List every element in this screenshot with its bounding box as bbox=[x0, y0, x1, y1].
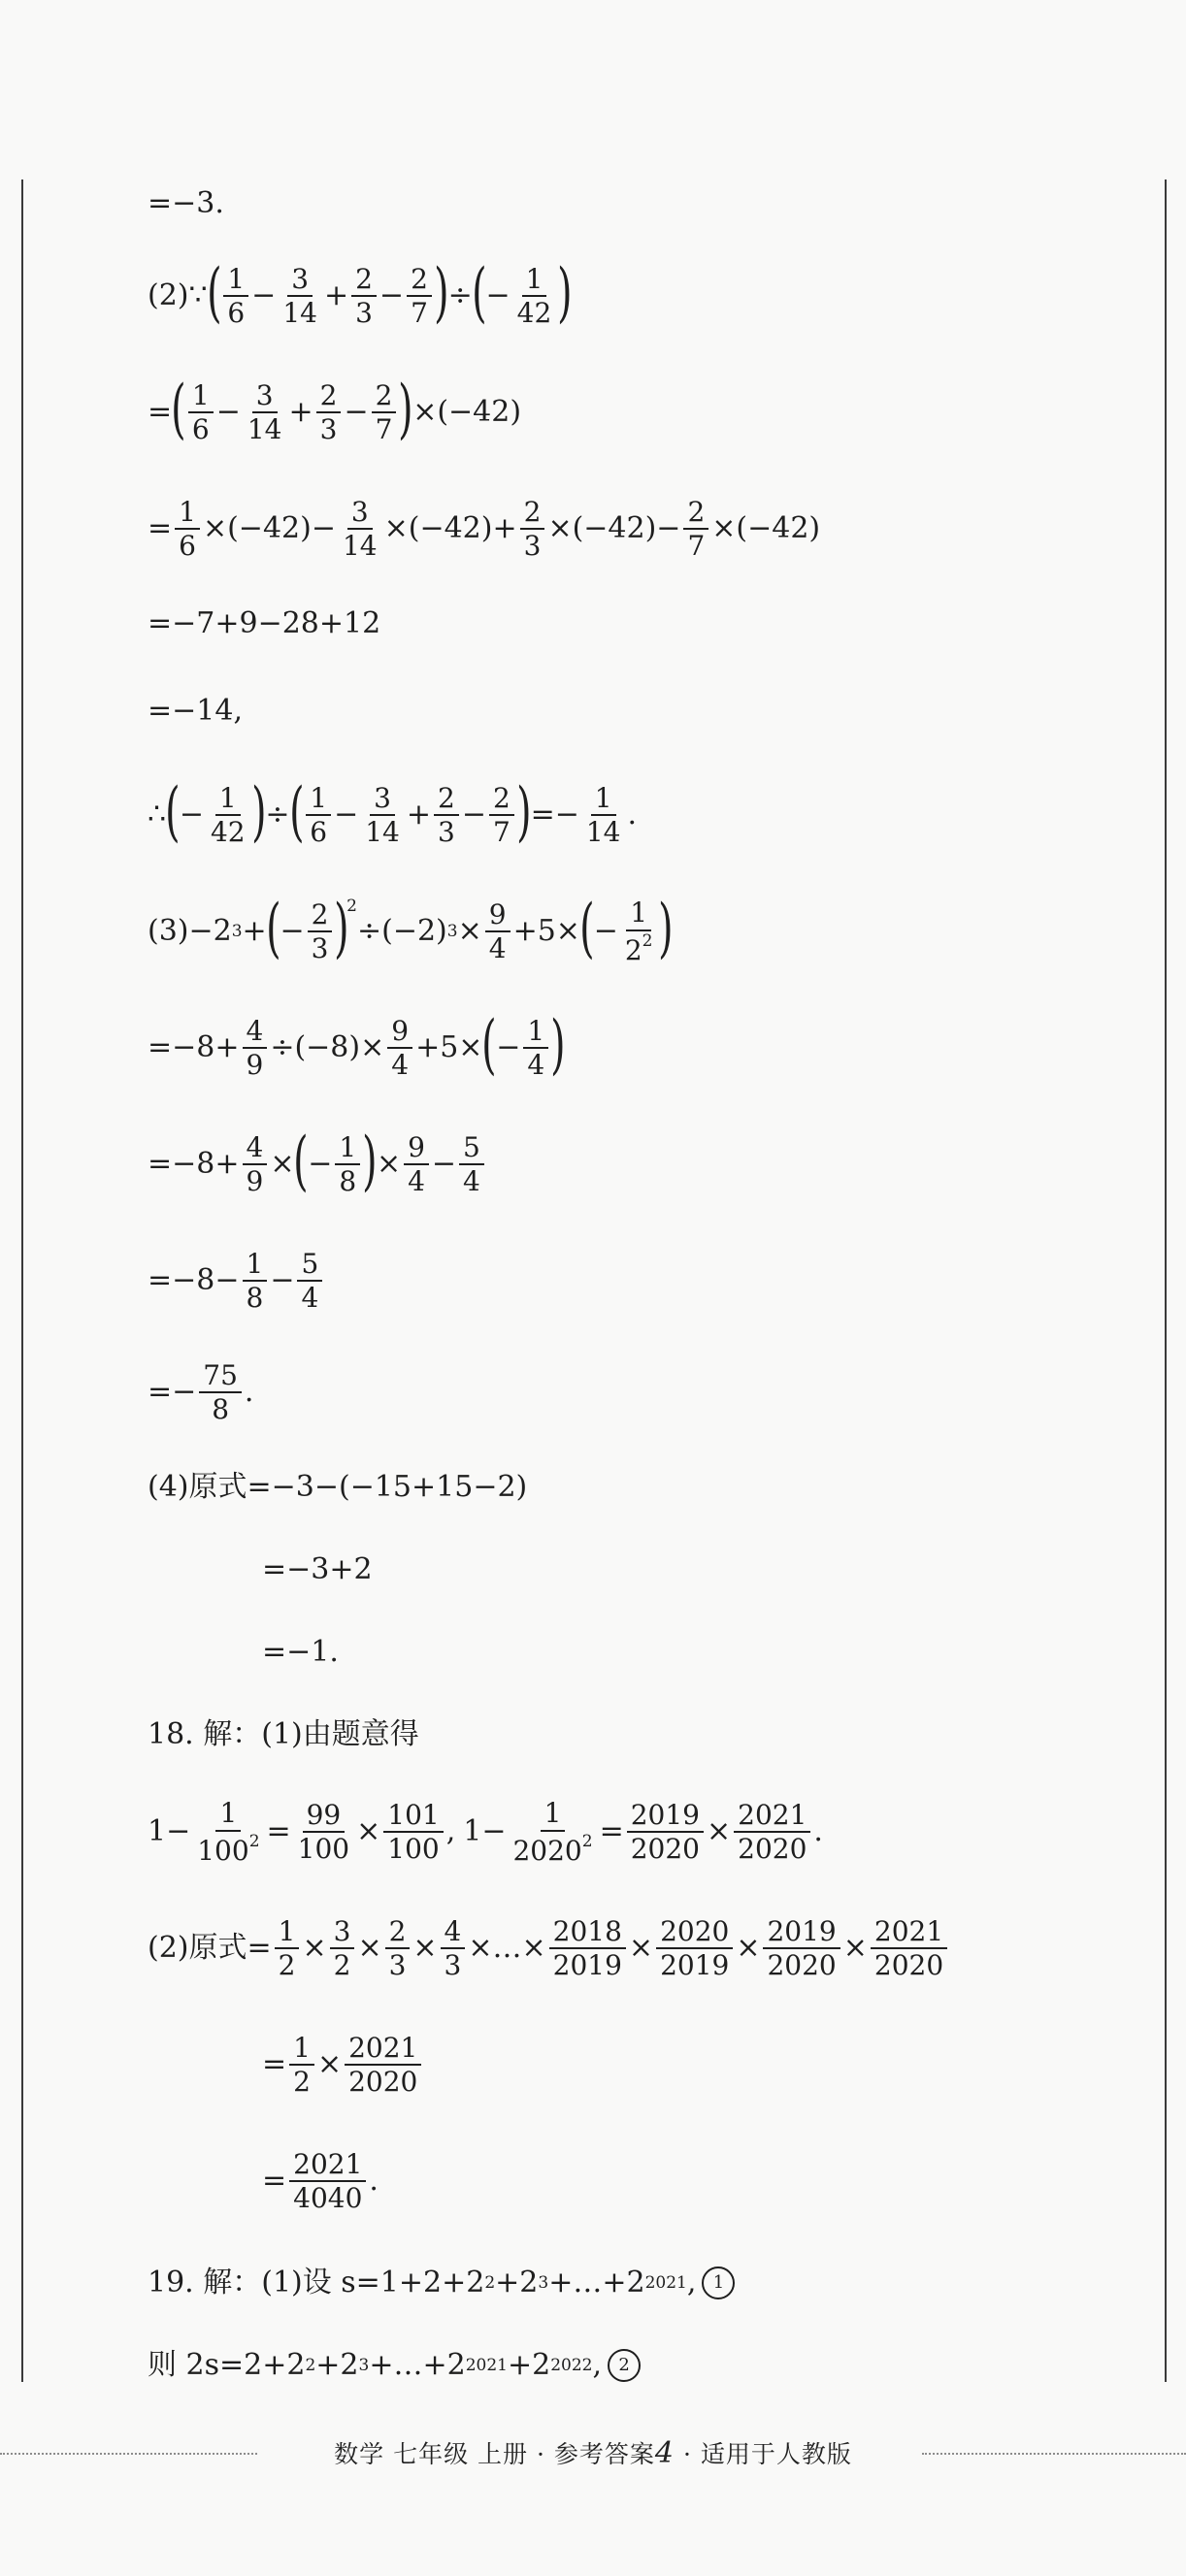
equation-line: 1− $\frac{1}{100^2}$ = $\frac{99}{100}$ × $\frac{101}{100}$ , 1− $\frac{1}{2020^2}$ = $\frac{2019}{2020}$ × $\frac{2021}{2020}$ . bbox=[148, 1797, 823, 1867]
right-margin-rule bbox=[1165, 179, 1167, 2382]
equation-line: =−8− $\frac{1}{8}$ − $\frac{5}{4}$ bbox=[148, 1242, 325, 1320]
equation-line: = $\frac{2021}{4040}$ . bbox=[262, 2147, 379, 2214]
equation-line: = $\frac{1}{6}$ ×(−42)− $\frac{3}{14}$ ×(−42)+ $\frac{2}{3}$ ×(−42)− $\frac{2}{7}$ ×(−42) bbox=[148, 495, 821, 562]
equation-line: =−14, bbox=[148, 694, 243, 728]
equation-line: (2)∵ ( $\frac{1}{6}$ − $\frac{3}{14}$ + $\frac{2}{3}$ − $\frac{2}{7}$ ) ÷ ( − $\frac{1}{42}$ ) bbox=[148, 255, 573, 330]
equation-line: (3)−2 3 + ( − $\frac{2}{3}$ ) 2 ÷(−2) 3 × $\frac{9}{4}$ +5× ( − $\frac{1}{2^2}$ ) bbox=[148, 891, 675, 966]
solution-heading: 19. 解：(1)设 s=1+2+2 2 +2 3 +…+2 2021 , 1 bbox=[148, 2264, 735, 2302]
solution-heading: 18. 解：(1)由题意得 bbox=[148, 1717, 419, 1751]
equation-line: =− $\frac{75}{8}$ . bbox=[148, 1358, 254, 1425]
equation-line: (2)原式= $\frac{1}{2}$ × $\frac{3}{2}$ × $\frac{2}{3}$ × $\frac{4}{3}$ ×…× $\frac{2018}{2019}$ × $\frac{2020}{2019}$ × $\frac{2019}{2020}$ × $\frac{2021}{2020}$ bbox=[148, 1909, 950, 1987]
equation-line: 则 2s=2+2 2 +2 3 +…+2 2021 +2 2022 , 2 bbox=[148, 2346, 641, 2385]
equation-line: = $\frac{1}{2}$ × $\frac{2021}{2020}$ bbox=[262, 2026, 424, 2103]
page-footer: 数学 七年级 上册 · 参考答案4 · 适用于人教版 bbox=[334, 2436, 852, 2470]
equation-line: =−8+ $\frac{4}{9}$ ÷(−8)× $\frac{9}{4}$ +5× ( − $\frac{1}{4}$ ) bbox=[148, 1007, 566, 1082]
page-number: 4 bbox=[654, 2436, 675, 2470]
equation-line: ∴ ( − $\frac{1}{42}$ ) ÷ ( $\frac{1}{6}$ − $\frac{3}{14}$ + $\frac{2}{3}$ − $\frac{2}{7}$ ) =− $\frac{1}{14}$ . bbox=[148, 774, 638, 849]
equation-line: = ( $\frac{1}{6}$ − $\frac{3}{14}$ + $\frac{2}{3}$ − $\frac{2}{7}$ ) ×(−42) bbox=[148, 372, 522, 446]
equation-line: (4)原式=−3−(−15+15−2) bbox=[148, 1470, 528, 1504]
equation-line: =−3+2 bbox=[262, 1552, 373, 1586]
circled-one-marker: 1 bbox=[702, 2266, 735, 2299]
equation-line: =−1. bbox=[262, 1635, 339, 1669]
circled-two-marker: 2 bbox=[608, 2349, 641, 2382]
left-margin-rule bbox=[21, 179, 23, 2382]
equation-line: =−8+ $\frac{4}{9}$ × ( − $\frac{1}{8}$ ) × $\frac{9}{4}$ − $\frac{5}{4}$ bbox=[148, 1125, 487, 1203]
equation-line: =−3. bbox=[148, 186, 224, 220]
equation-line: =−7+9−28+12 bbox=[148, 606, 381, 640]
